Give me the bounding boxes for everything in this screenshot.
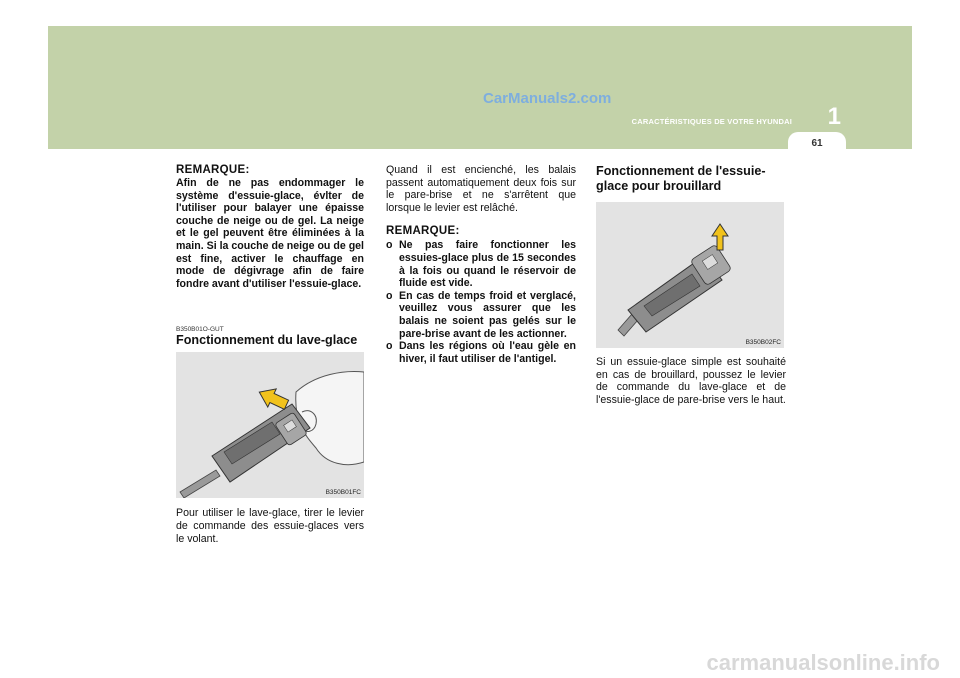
list-bullet: o <box>386 340 393 353</box>
figure-code: B350B01FC <box>325 489 361 497</box>
mist-instructions: Si un essuie-glace simple est souhaité en cas de brouillard, poussez le levier de commande du lave-glace et de l'essuie-glace de pare-brise vers le haut. <box>596 356 786 406</box>
header-band <box>48 26 912 149</box>
list-bullet: o <box>386 239 393 252</box>
note-text: Afin de ne pas endommager le système d'essuie-glace, évlter de l'utiliser pour balayer une épaisse couche de neige ou de gel. La neige et le gel peuvent être éliminées à la main. Si la couche de neige ou de gel est fine, activer le chauffage en mode de dégivrage afin de faire fondre avant d'utiliser l'essuie-glace. <box>176 177 364 290</box>
header-watermark[interactable]: CarManuals2.com <box>483 90 612 107</box>
note-title: REMARQUE: <box>176 164 250 176</box>
washer-instructions: Pour utiliser le lave-glace, tirer le levier de commande des essuie-glaces vers le volant. <box>176 507 364 545</box>
chapter-title: CARACTÉRISTIQUES DE VOTRE HYUNDAI <box>631 117 792 126</box>
column-1 <box>176 164 364 545</box>
column-2 <box>386 164 576 365</box>
list-item: o Dans les régions où l'eau gèle en hiver, il faut utiliser de l'antigel. <box>386 340 576 365</box>
footer-watermark[interactable]: carmanualsonline.info <box>706 650 940 675</box>
section-title-mist: Fonctionnement de l'essuie-glace pour brouillard <box>596 164 766 193</box>
figure-code: B350B02FC <box>745 339 781 346</box>
chapter-number: 1 <box>827 103 841 130</box>
washer-intro-text: Quand il est encienché, les balais passent automatiquement deux fois sur le pare-brise et ne s'arrêtent que lorsque le levier est relâché. <box>386 164 576 214</box>
figure-washer-lever <box>176 352 364 498</box>
list-bullet: o <box>386 289 393 302</box>
note-title-2: REMARQUE: <box>386 225 460 238</box>
page-number: 61 <box>811 138 823 149</box>
figure-mist-lever <box>596 202 784 348</box>
column-3 <box>596 164 786 406</box>
mist-lever-illustration <box>596 202 784 348</box>
list-item: o En cas de temps froid et verglacé, veuillez vous assurer que les balais ne soient pas gelés sur le pare-brise avant de les actionner. <box>386 289 576 340</box>
section-title-washer: Fonctionnement du lave-glace <box>176 333 358 348</box>
list-item: o Ne pas faire fonctionner les essuies-glace plus de 15 secondes à la fois ou quand le réservoir de fluide est vide. <box>386 239 576 290</box>
washer-lever-illustration <box>176 352 364 498</box>
note-list <box>386 239 576 365</box>
reference-code: B350B01O-GUT <box>176 326 224 334</box>
